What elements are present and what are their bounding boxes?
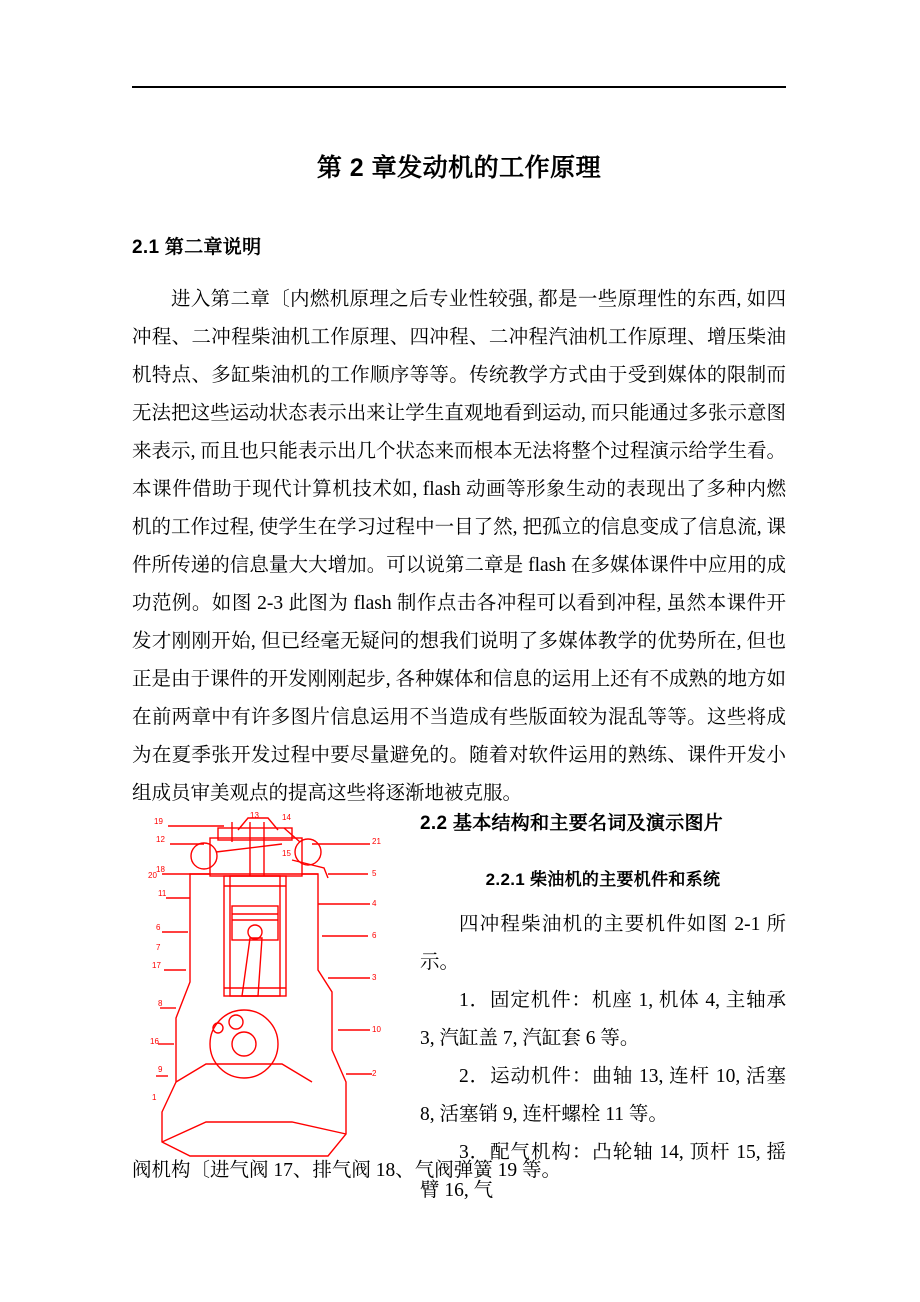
svg-text:21: 21 [372, 837, 381, 846]
svg-text:12: 12 [156, 835, 165, 844]
figure-and-text-region [132, 782, 786, 1202]
section-2-1-paragraph: 进入第二章〔内燃机原理之后专业性较强, 都是一些原理性的东西, 如四冲程、二冲程柴油机工作原理、四冲程、二冲程汽油机工作原理、增压柴油机特点、多缸柴油机的工作顺序等等。传统教学方式由于受到媒体的限制而无法把这些运动状态表示出来让学生直观地看到运动, 而只能通过多张示意图来表示, 而且也只能表示出几个状态来而根本无法将整个过程演示给学生看。本课件借助于现代计算机技术如, flash 动画等形象生动的表现出了多种内燃机的工作过程, 使学生在学习过程中一目了然, 把孤立的信息变成了信息流, 课件所传递的信息量大大增加。可以说第二章是 flash 在多媒体课件中应用的成功范例。如图 2-3 此图为 flash 制作点击各冲程可以看到冲程, 虽然本课件开发才刚刚开始, 但已经毫无疑问的想我们说明了多媒体教学的优势所在, 但也正是由于课件的开发刚刚起步, 各种媒体和信息的运用上还有不成熟的地方如在前两章中有许多图片信息运用不当造成有些版面较为混乱等等。这些将成为在夏季张开发过程中要尽量避免的。随着对软件运用的熟练、课件开发小组成员审美观点的提高这些将逐渐地被克服。 [132, 289, 786, 804]
section-2-2-paragraph-4: 3．配气机构：凸轮轴 14, 顶杆 15, 摇臂 16, 气 [420, 1142, 786, 1201]
document-content [132, 120, 786, 813]
svg-text:8: 8 [158, 999, 163, 1008]
section-2-2-paragraph-1: 四冲程柴油机的主要机件如图 2-1 所示。 [420, 914, 786, 973]
svg-text:17: 17 [152, 961, 161, 970]
svg-text:16: 16 [150, 1037, 159, 1046]
svg-text:14: 14 [282, 813, 291, 822]
section-heading-2-2-1: 2.2.1 柴油机的主要机件和系统 [485, 870, 721, 889]
section-2-2-paragraph-2: 1．固定机件：机座 1, 机体 4, 主轴承 3, 汽缸盖 7, 汽缸套 6 等。 [420, 990, 786, 1049]
section-heading-2-2: 2.2 基本结构和主要名词及演示图片 [420, 813, 724, 834]
svg-text:4: 4 [372, 899, 377, 908]
engine-diagram-figure [132, 782, 402, 1182]
figure-side-text [420, 808, 786, 1210]
svg-text:15: 15 [282, 849, 291, 858]
svg-text:6: 6 [372, 931, 377, 940]
svg-text:9: 9 [158, 1065, 163, 1074]
engine-diagram-svg [132, 782, 402, 1182]
svg-text:6: 6 [156, 923, 161, 932]
svg-text:3: 3 [372, 973, 377, 982]
svg-text:10: 10 [372, 1025, 381, 1034]
svg-text:19: 19 [154, 817, 163, 826]
header-rule [132, 86, 786, 88]
svg-text:11: 11 [158, 889, 167, 898]
svg-text:5: 5 [372, 869, 377, 878]
svg-text:1: 1 [152, 1093, 157, 1102]
svg-text:2: 2 [372, 1069, 377, 1078]
svg-text:20: 20 [148, 871, 157, 880]
svg-text:13: 13 [250, 811, 259, 820]
section-2-2-tail-paragraph: 阀机构〔进气阀 17、排气阀 18、气阀弹簧 19 等。 [132, 1160, 562, 1181]
section-heading-2-1: 2.1 第二章说明 [132, 237, 262, 258]
svg-text:7: 7 [156, 943, 161, 952]
page-title: 第 2 章发动机的工作原理 [316, 154, 602, 182]
section-2-2-paragraph-3: 2．运动机件：曲轴 13, 连杆 10, 活塞 8, 活塞销 9, 连杆螺栓 11 等。 [420, 1066, 786, 1125]
svg-text:18: 18 [156, 865, 165, 874]
